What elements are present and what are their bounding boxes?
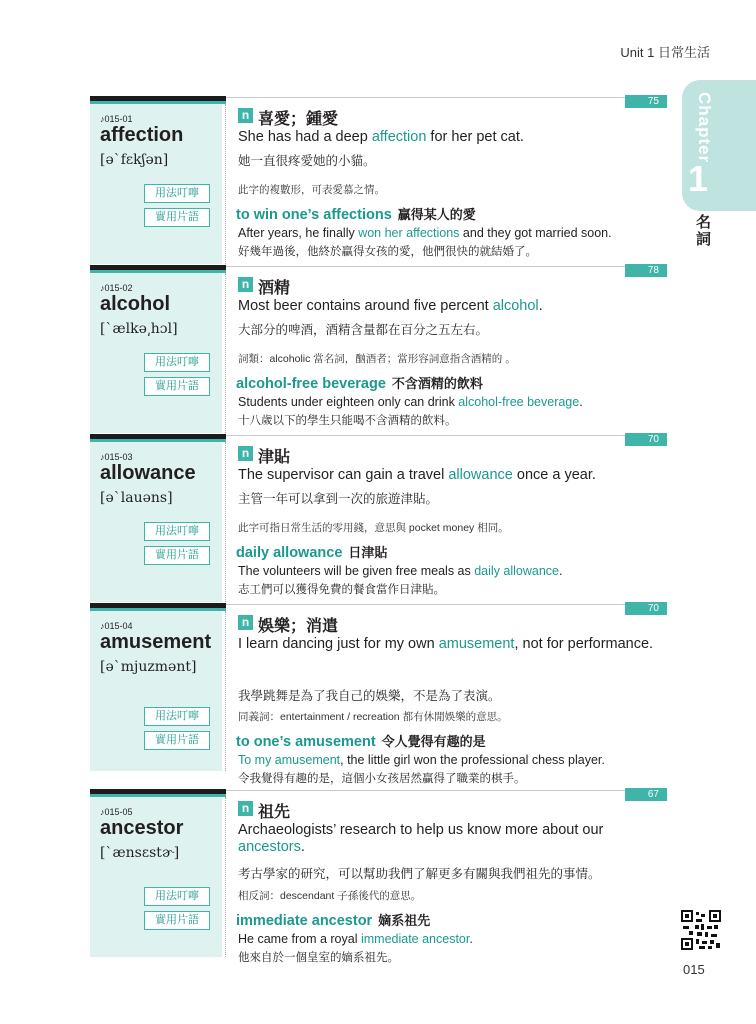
audio-track-code: ♪015-04 <box>100 621 133 631</box>
audio-track-code: ♪015-01 <box>100 114 133 124</box>
chapter-subtitle: 名詞 <box>694 214 711 248</box>
example-chinese: 我學跳舞是為了我自己的娛樂，不是為了表演。 <box>238 689 501 703</box>
phrase-example-chinese: 他來自於一個皇室的嫡系祖先。 <box>238 952 399 964</box>
phonetic: [ˋælkə͵hɔl] <box>100 321 178 337</box>
example-english <box>238 467 658 484</box>
usage-note: 詞類：alcoholic 當名詞，酗酒者；當形容詞意指含酒精的 。 <box>238 353 516 365</box>
meaning: 津貼 <box>258 449 291 466</box>
example-english <box>238 636 658 653</box>
phrase-example-text: After years, he finally <box>238 226 359 240</box>
qr-code-icon <box>681 910 721 950</box>
example-chinese: 大部分的啤酒，酒精含量都在百分之五左右。 <box>238 323 489 337</box>
phrase: to win one’s affections <box>236 207 392 223</box>
phrase-example-text: . <box>579 395 583 409</box>
phrase-example-english <box>238 395 658 409</box>
usage-tag: 用法叮嚀 <box>144 887 210 906</box>
example-english <box>238 822 658 856</box>
chapter-label: Chapter <box>695 92 714 164</box>
phrase: alcohol-free beverage <box>236 376 386 392</box>
example-text: . <box>300 839 305 855</box>
phrase-tag: 實用片語 <box>144 208 210 227</box>
example-text: The supervisor can gain a travel <box>238 467 449 483</box>
frequency-badge: 75 <box>625 95 667 108</box>
phrase-tag: 實用片語 <box>144 546 210 565</box>
example-text: once a year. <box>512 467 596 483</box>
entry-divider <box>226 97 667 98</box>
vocab-entry <box>90 434 667 602</box>
frequency-badge: 70 <box>625 433 667 446</box>
usage-tag: 用法叮嚀 <box>144 522 210 541</box>
phrase-line <box>236 542 387 562</box>
headword: allowance <box>100 462 196 484</box>
phrase-meaning: 日津貼 <box>348 545 388 560</box>
phrase: to one’s amusement <box>236 734 376 750</box>
phrase-line <box>236 373 483 393</box>
entry-divider <box>226 266 667 267</box>
headword-panel <box>90 611 222 771</box>
vocab-entry <box>90 789 667 964</box>
meaning: 酒精 <box>258 280 291 297</box>
panel-separator <box>225 273 226 433</box>
usage-note: 此字的複數形，可表愛慕之情。 <box>238 184 385 196</box>
example-text: , not for performance. <box>514 636 654 652</box>
usage-note: 此字可指日常生活的零用錢，意思與 pocket money 相同。 <box>238 522 509 534</box>
example-text: I learn dancing just for my own <box>238 636 439 652</box>
phrase-example-text: Students under eighteen only can drink <box>238 395 459 409</box>
audio-track-code: ♪015-02 <box>100 283 133 293</box>
usage-note: 相反詞：descendant 子孫後代的意思。 <box>238 890 422 902</box>
vocab-entry <box>90 265 667 433</box>
frequency-badge: 67 <box>625 788 667 801</box>
headword-panel <box>90 273 222 433</box>
part-of-speech-badge: n <box>238 108 253 123</box>
phrase-example-highlight: alcohol-free beverage <box>458 395 580 409</box>
example-text: . <box>538 298 543 314</box>
phonetic: [əˋfɛkʃən] <box>100 152 169 168</box>
phrase-example-english <box>238 932 658 946</box>
phrase-example-text: He came from a royal <box>238 932 361 946</box>
headword-panel <box>90 442 222 602</box>
usage-note: 同義詞：entertainment / recreation 都有休閒娛樂的意思。 <box>238 711 508 723</box>
example-chinese: 考古學家的研究，可以幫助我們了解更多有關與我們祖先的事情。 <box>238 867 601 881</box>
headword: ancestor <box>100 817 184 839</box>
part-of-speech-badge: n <box>238 801 253 816</box>
usage-tag: 用法叮嚀 <box>144 353 210 372</box>
phrase-example-highlight: won her affections <box>358 226 460 240</box>
meaning: 祖先 <box>258 804 291 821</box>
example-highlight: alcohol <box>492 298 539 314</box>
example-english <box>238 298 658 315</box>
phrase-example-english <box>238 226 658 240</box>
phrase-meaning: 令人覺得有趣的是 <box>381 734 486 749</box>
phrase-example-text: . <box>559 564 563 578</box>
page-number: 015 <box>683 962 705 977</box>
example-chinese: 她一直很疼愛她的小貓。 <box>238 154 376 168</box>
phrase-tag: 實用片語 <box>144 911 210 930</box>
example-english <box>238 129 658 146</box>
vocab-entry <box>90 96 667 264</box>
meaning: 喜愛；鍾愛 <box>258 111 339 128</box>
entry-divider <box>226 790 667 791</box>
audio-track-code: ♪015-05 <box>100 807 133 817</box>
usage-tag: 用法叮嚀 <box>144 184 210 203</box>
panel-separator <box>225 797 226 957</box>
example-text: Most beer contains around five percent <box>238 298 493 314</box>
phonetic: [ˋænsɛstɚ] <box>100 845 180 861</box>
frequency-badge: 70 <box>625 602 667 615</box>
example-text: Archaeologists’ research to help us know more about our <box>238 822 604 838</box>
headword: amusement <box>100 631 212 653</box>
panel-separator <box>225 104 226 264</box>
headword: alcohol <box>100 293 171 315</box>
phrase-meaning: 嫡系祖先 <box>378 913 431 928</box>
audio-track-code: ♪015-03 <box>100 452 133 462</box>
entry-divider <box>226 435 667 436</box>
chapter-number: 1 <box>688 158 709 199</box>
phrase-meaning: 不含酒精的飲料 <box>391 376 483 391</box>
phrase-tag: 實用片語 <box>144 731 210 750</box>
phrase: daily allowance <box>236 545 343 561</box>
example-highlight: ancestors <box>238 839 301 855</box>
part-of-speech-badge: n <box>238 446 253 461</box>
headword-panel <box>90 797 222 957</box>
usage-tag: 用法叮嚀 <box>144 707 210 726</box>
phrase-example-highlight: To my amusement <box>238 753 341 767</box>
example-highlight: allowance <box>448 467 513 483</box>
vocab-entry <box>90 603 667 785</box>
phrase-example-chinese: 好幾年過後，他終於贏得女孩的愛，他們很快的就結婚了。 <box>238 246 537 258</box>
phrase-example-chinese: 令我覺得有趣的是，這個小女孩居然贏得了職業的棋手。 <box>238 773 526 785</box>
headword: affection <box>100 124 184 146</box>
phrase-example-highlight: immediate ancestor <box>360 932 470 946</box>
phrase-example-english <box>238 753 658 767</box>
phrase-example-text: and they got married soon. <box>459 226 612 240</box>
part-of-speech-badge: n <box>238 277 253 292</box>
phrase-example-highlight: daily allowance <box>474 564 560 578</box>
entry-divider <box>226 604 667 605</box>
phrase-example-text: , the little girl won the professional chess player. <box>340 753 605 767</box>
example-chinese: 主管一年可以拿到一次的旅遊津貼。 <box>238 492 439 506</box>
part-of-speech-badge: n <box>238 615 253 630</box>
unit-header: Unit 1 日常生活 <box>620 45 710 60</box>
phonetic: [əˋmjuzmənt] <box>100 659 197 675</box>
phrase-example-english <box>238 564 658 578</box>
frequency-badge: 78 <box>625 264 667 277</box>
phrase-tag: 實用片語 <box>144 377 210 396</box>
panel-separator <box>225 442 226 602</box>
meaning: 娛樂；消遣 <box>258 618 339 635</box>
phonetic: [əˋlauəns] <box>100 490 173 506</box>
phrase-line <box>236 910 430 930</box>
phrase-meaning: 贏得某人的愛 <box>397 207 476 222</box>
phrase-line <box>236 731 486 751</box>
phrase-example-chinese: 十八歲以下的學生只能喝不含酒精的飲料。 <box>238 415 457 427</box>
phrase-line <box>236 204 476 224</box>
example-highlight: affection <box>371 129 427 145</box>
example-text: for her pet cat. <box>426 129 524 145</box>
phrase-example-text: . <box>469 932 473 946</box>
phrase: immediate ancestor <box>236 913 373 929</box>
example-highlight: amusement <box>438 636 515 652</box>
headword-panel <box>90 104 222 264</box>
example-text: She has had a deep <box>238 129 372 145</box>
panel-separator <box>225 611 226 771</box>
phrase-example-chinese: 志工們可以獲得免費的餐食當作日津貼。 <box>238 584 445 596</box>
phrase-example-text: The volunteers will be given free meals as <box>238 564 475 578</box>
